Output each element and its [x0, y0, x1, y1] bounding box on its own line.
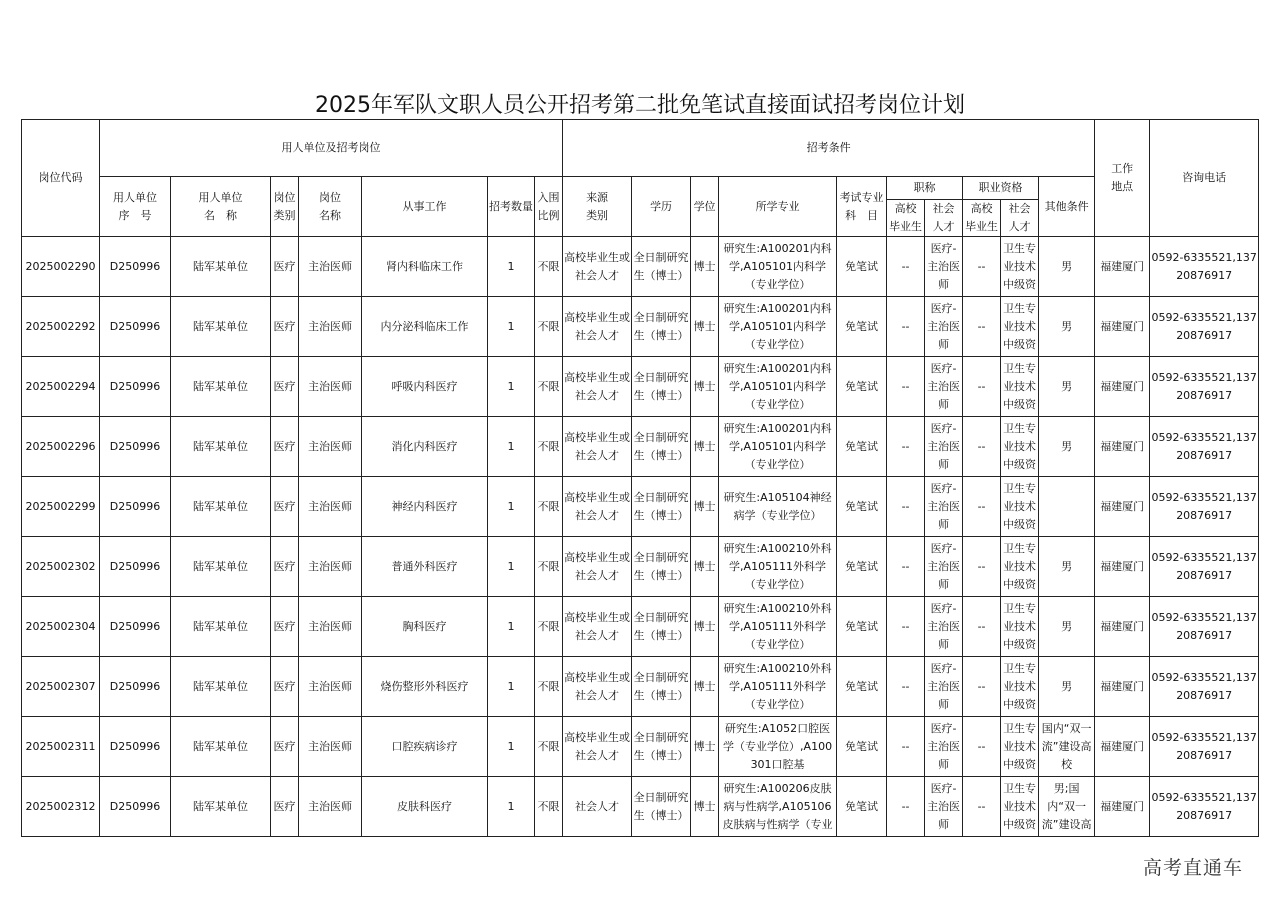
header-title-social: 社会 人才	[925, 200, 963, 237]
quota-cell: 1	[488, 657, 535, 717]
work-location-cell: 福建厦门	[1095, 357, 1150, 417]
ratio-cell: 不限	[535, 477, 563, 537]
major-cell: 研究生:A105104神经病学（专业学位）	[719, 477, 837, 537]
qual-social-cell: 卫生专业技术中级资	[1001, 597, 1039, 657]
exam-subject-cell: 免笔试	[837, 417, 887, 477]
other-cell: 男	[1039, 657, 1095, 717]
major-cell: 研究生:A100201内科学,A105101内科学（专业学位）	[719, 297, 837, 357]
source-cell: 高校毕业生或社会人才	[563, 417, 632, 477]
title-social-cell: 医疗-主治医师	[925, 717, 963, 777]
unit-name-cell: 陆军某单位	[171, 597, 271, 657]
post-code-cell: 2025002299	[22, 477, 100, 537]
title-social-cell: 医疗-主治医师	[925, 477, 963, 537]
phone-cell: 0592-6335521,13720876917	[1150, 237, 1259, 297]
degree-cell: 博士	[691, 777, 719, 837]
post-code-cell: 2025002296	[22, 417, 100, 477]
post-name-cell: 主治医师	[299, 537, 362, 597]
post-code-cell: 2025002302	[22, 537, 100, 597]
work-content-cell: 神经内科医疗	[362, 477, 488, 537]
other-cell: 男	[1039, 237, 1095, 297]
unit-seq-cell: D250996	[100, 597, 171, 657]
title-social-cell: 医疗-主治医师	[925, 777, 963, 837]
major-cell: 研究生:A100201内科学,A105101内科学（专业学位）	[719, 417, 837, 477]
header-conditions-group: 招考条件	[563, 120, 1095, 177]
work-content-cell: 内分泌科临床工作	[362, 297, 488, 357]
header-degree: 学位	[691, 177, 719, 237]
header-work-location: 工作 地点	[1095, 120, 1150, 237]
unit-seq-cell: D250996	[100, 297, 171, 357]
work-location-cell: 福建厦门	[1095, 597, 1150, 657]
unit-name-cell: 陆军某单位	[171, 357, 271, 417]
exam-subject-cell: 免笔试	[837, 477, 887, 537]
title-grad-cell: --	[887, 357, 925, 417]
table-row	[22, 777, 1259, 837]
phone-cell: 0592-6335521,13720876917	[1150, 597, 1259, 657]
title-grad-cell: --	[887, 537, 925, 597]
phone-cell: 0592-6335521,13720876917	[1150, 537, 1259, 597]
post-type-cell: 医疗	[271, 537, 299, 597]
other-cell: 男;国内“双一流”建设高	[1039, 777, 1095, 837]
title-social-cell: 医疗-主治医师	[925, 297, 963, 357]
other-cell: 男	[1039, 537, 1095, 597]
header-quota: 招考数量	[488, 177, 535, 237]
header-post-name: 岗位 名称	[299, 177, 362, 237]
qual-social-cell: 卫生专业技术中级资	[1001, 237, 1039, 297]
header-other: 其他条件	[1039, 177, 1095, 237]
qual-grad-cell: --	[963, 417, 1001, 477]
table-row	[22, 657, 1259, 717]
post-type-cell: 医疗	[271, 717, 299, 777]
quota-cell: 1	[488, 477, 535, 537]
ratio-cell: 不限	[535, 657, 563, 717]
degree-cell: 博士	[691, 357, 719, 417]
unit-seq-cell: D250996	[100, 237, 171, 297]
quota-cell: 1	[488, 297, 535, 357]
table-row	[22, 717, 1259, 777]
unit-seq-cell: D250996	[100, 717, 171, 777]
header-major: 所学专业	[719, 177, 837, 237]
work-content-cell: 胸科医疗	[362, 597, 488, 657]
major-cell: 研究生:A100210外科学,A105111外科学（专业学位）	[719, 597, 837, 657]
quota-cell: 1	[488, 717, 535, 777]
degree-cell: 博士	[691, 657, 719, 717]
header-post-type: 岗位 类别	[271, 177, 299, 237]
exam-subject-cell: 免笔试	[837, 237, 887, 297]
post-type-cell: 医疗	[271, 237, 299, 297]
ratio-cell: 不限	[535, 777, 563, 837]
phone-cell: 0592-6335521,13720876917	[1150, 777, 1259, 837]
post-code-cell: 2025002292	[22, 297, 100, 357]
qual-social-cell: 卫生专业技术中级资	[1001, 477, 1039, 537]
title-social-cell: 医疗-主治医师	[925, 597, 963, 657]
education-cell: 全日制研究生（博士）	[632, 597, 691, 657]
recruitment-table	[21, 119, 1259, 837]
post-name-cell: 主治医师	[299, 297, 362, 357]
qual-social-cell: 卫生专业技术中级资	[1001, 357, 1039, 417]
education-cell: 全日制研究生（博士）	[632, 777, 691, 837]
source-cell: 高校毕业生或社会人才	[563, 537, 632, 597]
table-row	[22, 477, 1259, 537]
quota-cell: 1	[488, 417, 535, 477]
degree-cell: 博士	[691, 717, 719, 777]
quota-cell: 1	[488, 537, 535, 597]
phone-cell: 0592-6335521,13720876917	[1150, 657, 1259, 717]
source-cell: 高校毕业生或社会人才	[563, 657, 632, 717]
ratio-cell: 不限	[535, 537, 563, 597]
work-location-cell: 福建厦门	[1095, 777, 1150, 837]
post-type-cell: 医疗	[271, 777, 299, 837]
table-row	[22, 357, 1259, 417]
education-cell: 全日制研究生（博士）	[632, 297, 691, 357]
post-code-cell: 2025002311	[22, 717, 100, 777]
qual-social-cell: 卫生专业技术中级资	[1001, 777, 1039, 837]
quota-cell: 1	[488, 357, 535, 417]
education-cell: 全日制研究生（博士）	[632, 537, 691, 597]
header-title-group: 职称	[887, 177, 963, 200]
post-name-cell: 主治医师	[299, 777, 362, 837]
major-cell: 研究生:A100201内科学,A105101内科学（专业学位）	[719, 237, 837, 297]
qual-social-cell: 卫生专业技术中级资	[1001, 297, 1039, 357]
post-name-cell: 主治医师	[299, 477, 362, 537]
watermark: 高考直通车	[1143, 857, 1244, 879]
qual-grad-cell: --	[963, 657, 1001, 717]
qual-grad-cell: --	[963, 297, 1001, 357]
post-type-cell: 医疗	[271, 417, 299, 477]
title-social-cell: 医疗-主治医师	[925, 357, 963, 417]
exam-subject-cell: 免笔试	[837, 717, 887, 777]
post-type-cell: 医疗	[271, 597, 299, 657]
major-cell: 研究生:A100201内科学,A105101内科学（专业学位）	[719, 357, 837, 417]
qual-grad-cell: --	[963, 777, 1001, 837]
header-exam-subject: 考试专业 科 目	[837, 177, 887, 237]
degree-cell: 博士	[691, 597, 719, 657]
title-grad-cell: --	[887, 477, 925, 537]
degree-cell: 博士	[691, 237, 719, 297]
major-cell: 研究生:A1052口腔医学（专业学位）,A100301口腔基	[719, 717, 837, 777]
post-type-cell: 医疗	[271, 657, 299, 717]
title-grad-cell: --	[887, 717, 925, 777]
other-cell: 男	[1039, 297, 1095, 357]
post-name-cell: 主治医师	[299, 417, 362, 477]
qual-social-cell: 卫生专业技术中级资	[1001, 717, 1039, 777]
qual-social-cell: 卫生专业技术中级资	[1001, 657, 1039, 717]
work-location-cell: 福建厦门	[1095, 237, 1150, 297]
table-row	[22, 537, 1259, 597]
post-name-cell: 主治医师	[299, 357, 362, 417]
phone-cell: 0592-6335521,13720876917	[1150, 717, 1259, 777]
education-cell: 全日制研究生（博士）	[632, 417, 691, 477]
post-name-cell: 主治医师	[299, 237, 362, 297]
source-cell: 社会人才	[563, 777, 632, 837]
work-location-cell: 福建厦门	[1095, 417, 1150, 477]
ratio-cell: 不限	[535, 297, 563, 357]
header-phone: 咨询电话	[1150, 120, 1259, 237]
work-location-cell: 福建厦门	[1095, 717, 1150, 777]
title-social-cell: 医疗-主治医师	[925, 537, 963, 597]
other-cell: 国内“双一流”建设高校	[1039, 717, 1095, 777]
title-grad-cell: --	[887, 297, 925, 357]
other-cell	[1039, 477, 1095, 537]
exam-subject-cell: 免笔试	[837, 537, 887, 597]
qual-grad-cell: --	[963, 537, 1001, 597]
work-location-cell: 福建厦门	[1095, 297, 1150, 357]
other-cell: 男	[1039, 357, 1095, 417]
degree-cell: 博士	[691, 477, 719, 537]
exam-subject-cell: 免笔试	[837, 777, 887, 837]
major-cell: 研究生:A100210外科学,A105111外科学（专业学位）	[719, 657, 837, 717]
ratio-cell: 不限	[535, 357, 563, 417]
title-grad-cell: --	[887, 417, 925, 477]
header-qual-social: 社会 人才	[1001, 200, 1039, 237]
work-location-cell: 福建厦门	[1095, 477, 1150, 537]
header-unit-name: 用人单位 名 称	[171, 177, 271, 237]
education-cell: 全日制研究生（博士）	[632, 477, 691, 537]
table-row	[22, 597, 1259, 657]
ratio-cell: 不限	[535, 417, 563, 477]
phone-cell: 0592-6335521,13720876917	[1150, 417, 1259, 477]
document-title: 2025年军队文职人员公开招考第二批免笔试直接面试招考岗位计划	[315, 93, 965, 118]
post-type-cell: 医疗	[271, 357, 299, 417]
quota-cell: 1	[488, 777, 535, 837]
table-row	[22, 237, 1259, 297]
title-grad-cell: --	[887, 597, 925, 657]
unit-name-cell: 陆军某单位	[171, 717, 271, 777]
post-name-cell: 主治医师	[299, 657, 362, 717]
unit-name-cell: 陆军某单位	[171, 657, 271, 717]
work-location-cell: 福建厦门	[1095, 537, 1150, 597]
quota-cell: 1	[488, 597, 535, 657]
qual-grad-cell: --	[963, 597, 1001, 657]
ratio-cell: 不限	[535, 237, 563, 297]
degree-cell: 博士	[691, 537, 719, 597]
title-social-cell: 医疗-主治医师	[925, 657, 963, 717]
qual-grad-cell: --	[963, 717, 1001, 777]
post-code-cell: 2025002312	[22, 777, 100, 837]
phone-cell: 0592-6335521,13720876917	[1150, 357, 1259, 417]
unit-name-cell: 陆军某单位	[171, 477, 271, 537]
title-social-cell: 医疗-主治医师	[925, 417, 963, 477]
source-cell: 高校毕业生或社会人才	[563, 477, 632, 537]
header-title-grad: 高校 毕业生	[887, 200, 925, 237]
quota-cell: 1	[488, 237, 535, 297]
header-unit-group: 用人单位及招考岗位	[100, 120, 563, 177]
title-grad-cell: --	[887, 777, 925, 837]
work-content-cell: 普通外科医疗	[362, 537, 488, 597]
unit-seq-cell: D250996	[100, 417, 171, 477]
post-code-cell: 2025002307	[22, 657, 100, 717]
degree-cell: 博士	[691, 417, 719, 477]
major-cell: 研究生:A100206皮肤病与性病学,A105106皮肤病与性病学（专业	[719, 777, 837, 837]
table-row	[22, 417, 1259, 477]
unit-seq-cell: D250996	[100, 357, 171, 417]
post-code-cell: 2025002304	[22, 597, 100, 657]
qual-grad-cell: --	[963, 477, 1001, 537]
title-social-cell: 医疗-主治医师	[925, 237, 963, 297]
unit-seq-cell: D250996	[100, 477, 171, 537]
post-code-cell: 2025002294	[22, 357, 100, 417]
table-row	[22, 297, 1259, 357]
qual-social-cell: 卫生专业技术中级资	[1001, 417, 1039, 477]
education-cell: 全日制研究生（博士）	[632, 237, 691, 297]
post-type-cell: 医疗	[271, 297, 299, 357]
unit-name-cell: 陆军某单位	[171, 417, 271, 477]
work-content-cell: 呼吸内科医疗	[362, 357, 488, 417]
unit-name-cell: 陆军某单位	[171, 537, 271, 597]
header-ratio: 入围 比例	[535, 177, 563, 237]
work-content-cell: 口腔疾病诊疗	[362, 717, 488, 777]
source-cell: 高校毕业生或社会人才	[563, 297, 632, 357]
work-content-cell: 皮肤科医疗	[362, 777, 488, 837]
work-location-cell: 福建厦门	[1095, 657, 1150, 717]
work-content-cell: 烧伤整形外科医疗	[362, 657, 488, 717]
education-cell: 全日制研究生（博士）	[632, 657, 691, 717]
source-cell: 高校毕业生或社会人才	[563, 717, 632, 777]
post-type-cell: 医疗	[271, 477, 299, 537]
source-cell: 高校毕业生或社会人才	[563, 597, 632, 657]
qual-grad-cell: --	[963, 357, 1001, 417]
unit-name-cell: 陆军某单位	[171, 237, 271, 297]
degree-cell: 博士	[691, 297, 719, 357]
post-name-cell: 主治医师	[299, 717, 362, 777]
ratio-cell: 不限	[535, 597, 563, 657]
header-work-content: 从事工作	[362, 177, 488, 237]
exam-subject-cell: 免笔试	[837, 597, 887, 657]
unit-name-cell: 陆军某单位	[171, 297, 271, 357]
table-body	[22, 237, 1259, 837]
exam-subject-cell: 免笔试	[837, 657, 887, 717]
work-content-cell: 肾内科临床工作	[362, 237, 488, 297]
education-cell: 全日制研究生（博士）	[632, 357, 691, 417]
header-education: 学历	[632, 177, 691, 237]
post-name-cell: 主治医师	[299, 597, 362, 657]
major-cell: 研究生:A100210外科学,A105111外科学（专业学位）	[719, 537, 837, 597]
header-qual-grad: 高校 毕业生	[963, 200, 1001, 237]
source-cell: 高校毕业生或社会人才	[563, 357, 632, 417]
education-cell: 全日制研究生（博士）	[632, 717, 691, 777]
qual-grad-cell: --	[963, 237, 1001, 297]
title-grad-cell: --	[887, 657, 925, 717]
other-cell: 男	[1039, 417, 1095, 477]
header-unit-seq: 用人单位 序 号	[100, 177, 171, 237]
exam-subject-cell: 免笔试	[837, 297, 887, 357]
unit-name-cell: 陆军某单位	[171, 777, 271, 837]
work-content-cell: 消化内科医疗	[362, 417, 488, 477]
source-cell: 高校毕业生或社会人才	[563, 237, 632, 297]
unit-seq-cell: D250996	[100, 657, 171, 717]
header-source: 来源 类别	[563, 177, 632, 237]
header-post-code: 岗位代码	[22, 120, 100, 237]
qual-social-cell: 卫生专业技术中级资	[1001, 537, 1039, 597]
ratio-cell: 不限	[535, 717, 563, 777]
unit-seq-cell: D250996	[100, 537, 171, 597]
exam-subject-cell: 免笔试	[837, 357, 887, 417]
other-cell: 男	[1039, 597, 1095, 657]
post-code-cell: 2025002290	[22, 237, 100, 297]
header-qual-group: 职业资格	[963, 177, 1039, 200]
title-grad-cell: --	[887, 237, 925, 297]
phone-cell: 0592-6335521,13720876917	[1150, 477, 1259, 537]
unit-seq-cell: D250996	[100, 777, 171, 837]
phone-cell: 0592-6335521,13720876917	[1150, 297, 1259, 357]
